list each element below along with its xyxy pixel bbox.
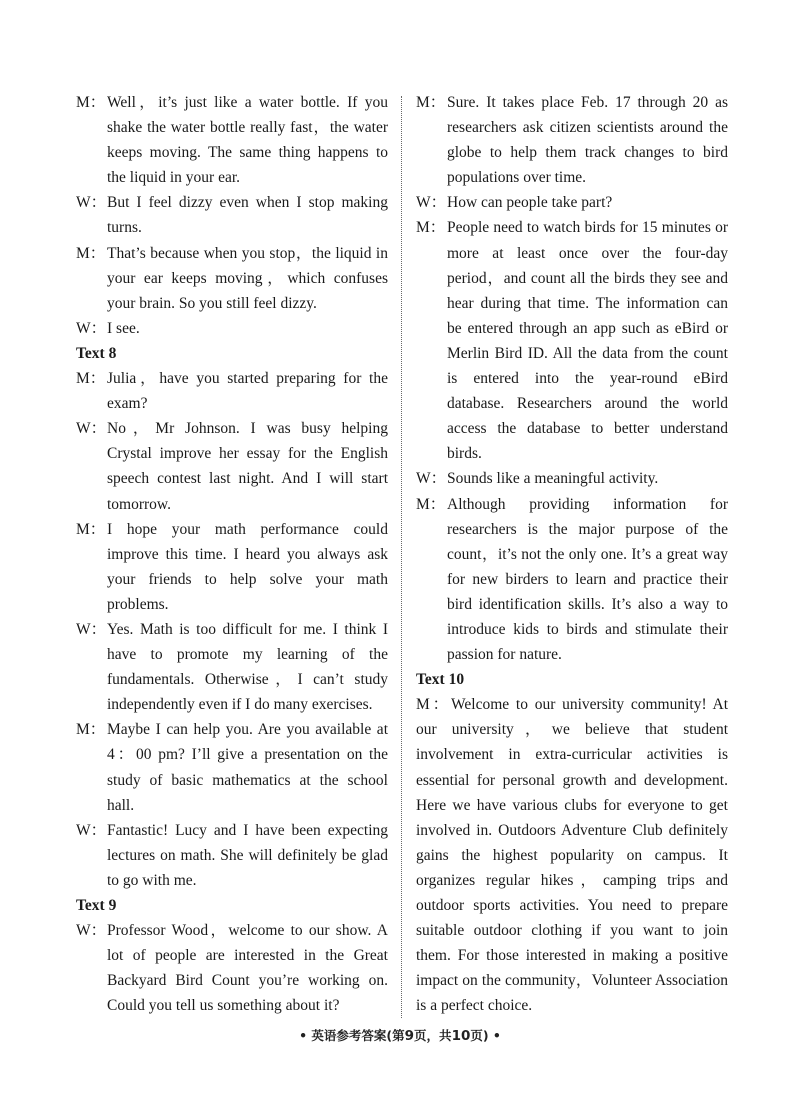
dialogue-text: I hope your math performance could improve this time. I heard you always ask your friends to help solve your math problems. [107, 520, 388, 613]
dialogue-text: That’s because when you stop，the liquid in your ear keeps moving，which confuses your brain. So you still feel dizzy. [107, 244, 388, 312]
dialogue-line [76, 90, 388, 190]
dialogue-text: Fantastic! Lucy and I have been expecting lectures on math. She will definitely be glad to go with me. [107, 821, 388, 889]
speaker-label: M： [416, 219, 446, 237]
speaker-label: M： [76, 244, 106, 262]
dialogue-text: Julia，have you started preparing for the exam? [107, 370, 388, 413]
dialogue-text: Well，it’s just like a water bottle. If you shake the water bottle really fast，the water keeps moving. The same thing happens to the liquid in your ear. [107, 94, 388, 187]
speaker-label: M： [76, 94, 106, 111]
dialogue-line [416, 90, 728, 190]
dialogue-text: Although providing information for researchers is the major purpose of the count，it’s not the only one. It’s a great way for new birders to learn and practice their bird identification skills. It’s also a way to introduce kids to birds and stimulate their passion for nature. [447, 495, 728, 664]
dialogue-line [76, 366, 388, 416]
footer-middle: 页，共 [414, 1028, 452, 1043]
left-column [76, 90, 388, 1018]
speaker-label: M： [416, 495, 446, 513]
speaker-label: M： [76, 370, 106, 388]
right-column [416, 90, 728, 1018]
dialogue-line [76, 190, 388, 240]
section-heading: Text 8 [76, 344, 117, 362]
dialogue-line [76, 617, 388, 717]
dialogue-line [76, 818, 388, 893]
speaker-label: W： [76, 420, 107, 438]
dialogue-line [416, 466, 728, 491]
speaker-label: W： [416, 194, 447, 212]
speaker-label: W： [416, 470, 447, 488]
dialogue-line [76, 416, 388, 516]
dialogue-text: I see. [107, 319, 140, 337]
speaker-label: M： [416, 94, 446, 111]
dialogue-text: Maybe I can help you. Are you available at 4：00 pm? I’ll give a presentation on the study of basic mathematics at the school hall. [107, 721, 388, 814]
dialogue-line [76, 517, 388, 617]
speaker-label: M： [76, 721, 106, 739]
dialogue-line [76, 316, 388, 341]
speaker-label: M： [76, 520, 106, 538]
monologue-paragraph: M：Welcome to our university community! At our university，we believe that student involvement in extra-curricular activities is essential for personal growth and development. Here we have various clubs for everyone to get involved in. Outdoors Adventure Club definitely gains the highest popularity on campus. It organizes regular hikes，camping trips and outdoor sports activities. You need to prepare suitable outdoor clothing if you want to join them. For those interested in making a positive impact on the community，Volunteer Association is a perfect choice. [416, 696, 728, 1015]
speaker-label: W： [76, 194, 107, 212]
page-footer [0, 1026, 800, 1044]
speaker-label: W： [76, 319, 107, 337]
dialogue-line [416, 492, 728, 668]
dialogue-text: Professor Wood，welcome to our show. A lot of people are interested in the Great Backyard Bird Count you’re working on. Could you tell us something about it? [107, 922, 388, 1015]
dialogue-text: How can people take part? [447, 194, 613, 212]
footer-prefix: • 英语参考答案(第 [299, 1028, 405, 1043]
section-heading: Text 10 [416, 671, 465, 689]
footer-page-number: 9 [404, 1028, 415, 1044]
footer-suffix: 页) • [470, 1028, 501, 1043]
dialogue-text: Sounds like a meaningful activity. [447, 470, 659, 488]
dialogue-line [416, 215, 728, 466]
dialogue-text: No，Mr Johnson. I was busy helping Crystal improve her essay for the English speech contest last night. And I will start tomorrow. [107, 420, 388, 513]
dialogue-line [76, 918, 388, 1018]
dialogue-line [416, 190, 728, 215]
dialogue-text: But I feel dizzy even when I stop making turns. [107, 194, 388, 237]
dialogue-line [76, 241, 388, 316]
speaker-label: W： [76, 922, 107, 940]
footer-total-pages: 10 [451, 1028, 471, 1044]
speaker-label: W： [76, 620, 107, 638]
section-heading: Text 9 [76, 897, 117, 914]
speaker-label: W： [76, 821, 107, 839]
column-divider [401, 96, 402, 1018]
dialogue-text: Sure. It takes place Feb. 17 through 20 as researchers ask citizen scientists around the globe to help them track changes to bird populations over time. [447, 94, 728, 187]
dialogue-line [76, 717, 388, 817]
dialogue-text: People need to watch birds for 15 minutes or more at least once over the four-day period，and count all the birds they see and hear during that time. The information can be entered through an app such as eBird or Merlin Bird ID. All the data from the count is entered into the year-round eBird database. Researchers around the world access the database to better understand birds. [447, 219, 728, 463]
dialogue-text: Yes. Math is too difficult for me. I think I have to promote my learning of the fundamentals. Otherwise，I can’t study independently even if I do many exercises. [107, 620, 388, 714]
